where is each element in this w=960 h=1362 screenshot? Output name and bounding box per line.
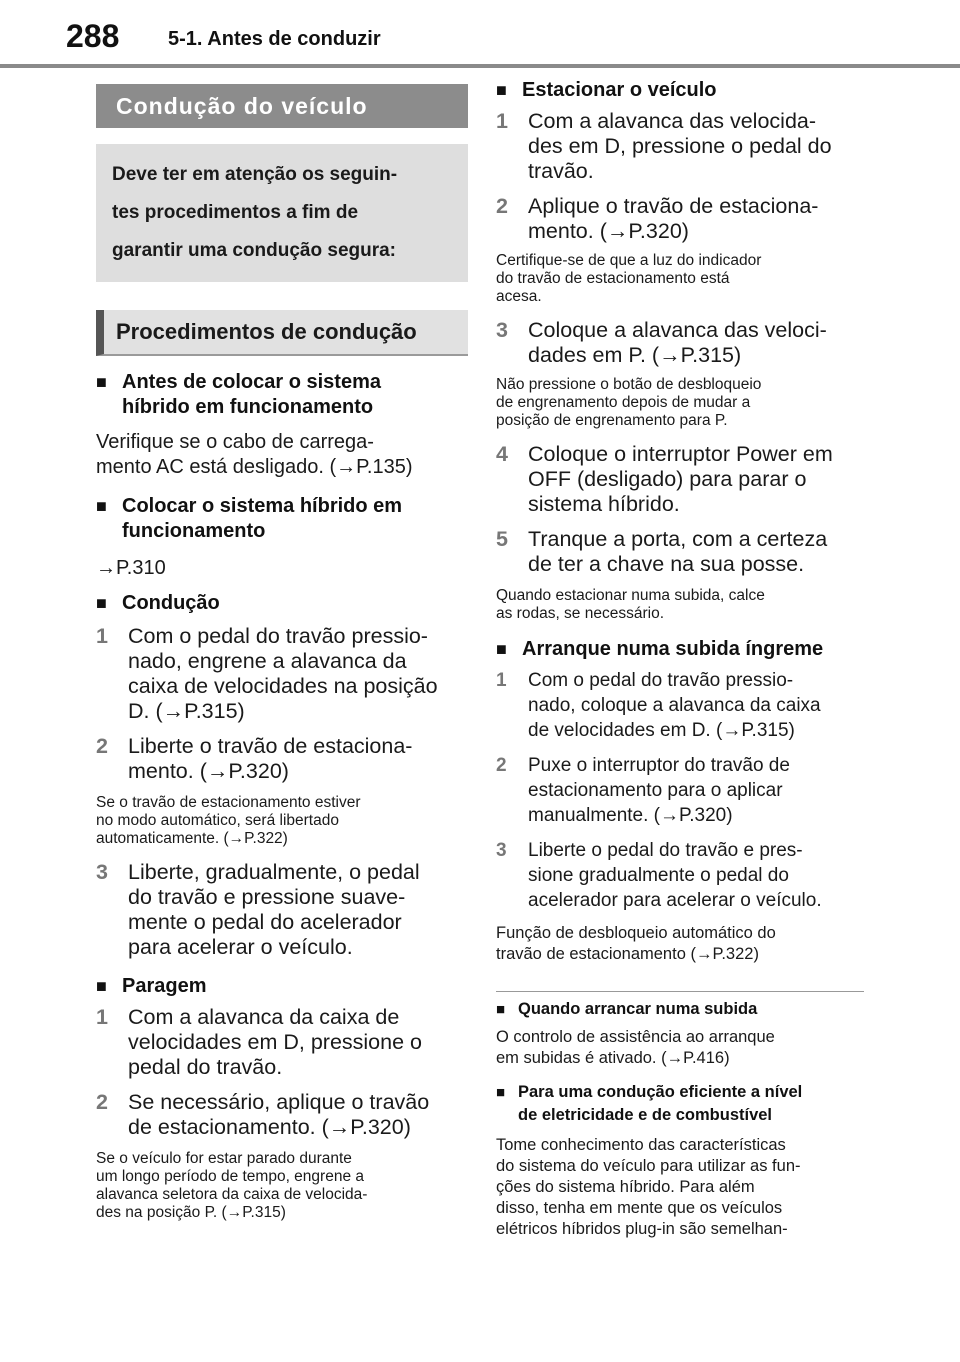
section-title: Condução do veículo bbox=[96, 84, 468, 128]
step-2: 2 Puxe o interruptor do travão de estacionamento para o aplicar manualmente. (→P.320) bbox=[496, 755, 790, 826]
step-number: 1 bbox=[96, 1005, 108, 1029]
step-2: 2 Liberte o travão de estaciona- mento. (→P.320) bbox=[96, 734, 413, 783]
page-reference: →P.310 bbox=[96, 557, 166, 579]
step-number: 2 bbox=[496, 194, 508, 218]
note: Se o veículo for estar parado durante um longo período de tempo, engrene a alavanca seletora da caixa de velocida- des na posição P. (→P.315) bbox=[96, 1150, 368, 1221]
step-number: 3 bbox=[496, 840, 507, 861]
paragraph: Tome conhecimento das características do sistema do veículo para utilizar as fun- ções do sistema híbrido. Para além disso, tenha em mente que os veículos elétricos híbridos plug-in são semelhan- bbox=[496, 1136, 801, 1238]
paragraph bbox=[96, 430, 468, 480]
step-3: 3 Liberte o pedal do travão e pres- sione gradualmente o pedal do acelerador para acelerar o veículo. bbox=[496, 840, 822, 911]
page-header bbox=[0, 0, 960, 70]
subheading-uphill-start: ■ Quando arrancar numa subida bbox=[496, 998, 866, 1021]
paragraph: O controlo de assistência ao arranque em subidas é ativado. (→P.416) bbox=[496, 1028, 775, 1067]
intro-line: garantir uma condução segura: bbox=[112, 240, 397, 261]
step-number: 3 bbox=[96, 860, 108, 884]
step-1: 1 Com a alavanca das velocida- des em D, pressione o pedal do travão. bbox=[496, 109, 832, 183]
intro-box bbox=[96, 144, 468, 282]
square-bullet-icon: ■ bbox=[496, 80, 507, 100]
intro-line: Deve ter em atenção os seguin- bbox=[112, 164, 398, 185]
step-5: 5 Tranque a porta, com a certeza de ter a chave na sua posse. bbox=[496, 527, 828, 576]
step-number: 2 bbox=[96, 734, 108, 758]
square-bullet-icon: ■ bbox=[96, 372, 107, 392]
header-rule bbox=[0, 64, 960, 68]
right-column bbox=[496, 78, 866, 1240]
intro-line: tes procedimentos a fim de bbox=[112, 202, 359, 223]
paragraph-line: Verifique se o cabo de carrega- bbox=[96, 431, 374, 453]
step-2: 2 Se necessário, aplique o travão de estacionamento. (→P.320) bbox=[96, 1090, 430, 1139]
note: Função de desbloqueio automático do travão de estacionamento (→P.322) bbox=[496, 924, 776, 963]
page-number: 288 bbox=[66, 18, 120, 54]
subheading-steep-start: ■ Arranque numa subida íngreme bbox=[496, 638, 824, 660]
procedures-title: Procedimentos de condução bbox=[96, 310, 468, 356]
step-1: 1 Com o pedal do travão pressio- nado, engrene a alavanca da caixa de velocidades na posição D. (→P.315) bbox=[96, 624, 438, 723]
square-bullet-icon: ■ bbox=[96, 593, 107, 613]
step-1: 1 Com o pedal do travão pressio- nado, coloque a alavanca da caixa de velocidades em D. (→P.315) bbox=[496, 670, 821, 741]
step-number: 1 bbox=[96, 624, 108, 648]
step-4: 4 Coloque o interruptor Power em OFF (desligado) para parar o sistema híbrido. bbox=[496, 442, 833, 516]
square-bullet-icon: ■ bbox=[96, 496, 107, 516]
step-2: 2 Aplique o travão de estaciona- mento. (→P.320) bbox=[496, 194, 819, 243]
section-divider bbox=[496, 991, 864, 992]
subheading-line: Colocar o sistema híbrido em bbox=[122, 495, 403, 517]
subheading-line: híbrido em funcionamento bbox=[122, 396, 374, 418]
paragraph-line: mento AC está desligado. (→P.135) bbox=[96, 456, 413, 478]
step-number: 2 bbox=[496, 755, 507, 776]
subheading-line: funcionamento bbox=[122, 520, 266, 542]
subheading-driving: ■ Condução bbox=[96, 592, 220, 614]
note: Se o travão de estacionamento estiver no modo automático, será libertado automaticamente. (→P.322) bbox=[96, 794, 361, 847]
note: Certifique-se de que a luz do indicador do travão de estacionamento está acesa. bbox=[496, 252, 762, 305]
square-bullet-icon: ■ bbox=[496, 1084, 506, 1101]
step-number: 1 bbox=[496, 670, 507, 691]
subheading-line: Antes de colocar o sistema bbox=[122, 371, 381, 393]
note: Não pressione o botão de desbloqueio de engrenamento depois de mudar a posição de engrenamento para P. bbox=[496, 376, 762, 429]
left-column bbox=[96, 84, 468, 1222]
subheading-stopping: ■ Paragem bbox=[96, 975, 207, 997]
step-number: 4 bbox=[496, 442, 508, 466]
subheading-start-system bbox=[96, 494, 468, 544]
step-number: 1 bbox=[496, 109, 508, 133]
square-bullet-icon: ■ bbox=[496, 639, 507, 659]
step-3: 3 Liberte, gradualmente, o pedal do travão e pressione suave- mente o pedal do acelerador para acelerar o veículo. bbox=[96, 860, 420, 959]
square-bullet-icon: ■ bbox=[496, 1001, 506, 1018]
step-number: 3 bbox=[496, 318, 508, 342]
note: Quando estacionar numa subida, calce as rodas, se necessário. bbox=[496, 587, 765, 622]
subheading-parking: ■ Estacionar o veículo bbox=[496, 79, 717, 101]
chapter-title: 5-1. Antes de conduzir bbox=[168, 28, 381, 50]
square-bullet-icon: ■ bbox=[96, 976, 107, 996]
step-number: 5 bbox=[496, 527, 508, 551]
subheading-efficiency: ■ Para uma condução eficiente a nível de eletricidade e de combustível bbox=[496, 1081, 866, 1127]
subheading-before-start bbox=[96, 370, 468, 420]
step-3: 3 Coloque a alavanca das veloci- dades em P. (→P.315) bbox=[496, 318, 827, 367]
step-number: 2 bbox=[96, 1090, 108, 1114]
step-1: 1 Com a alavanca da caixa de velocidades em D, pressione o pedal do travão. bbox=[96, 1005, 422, 1079]
